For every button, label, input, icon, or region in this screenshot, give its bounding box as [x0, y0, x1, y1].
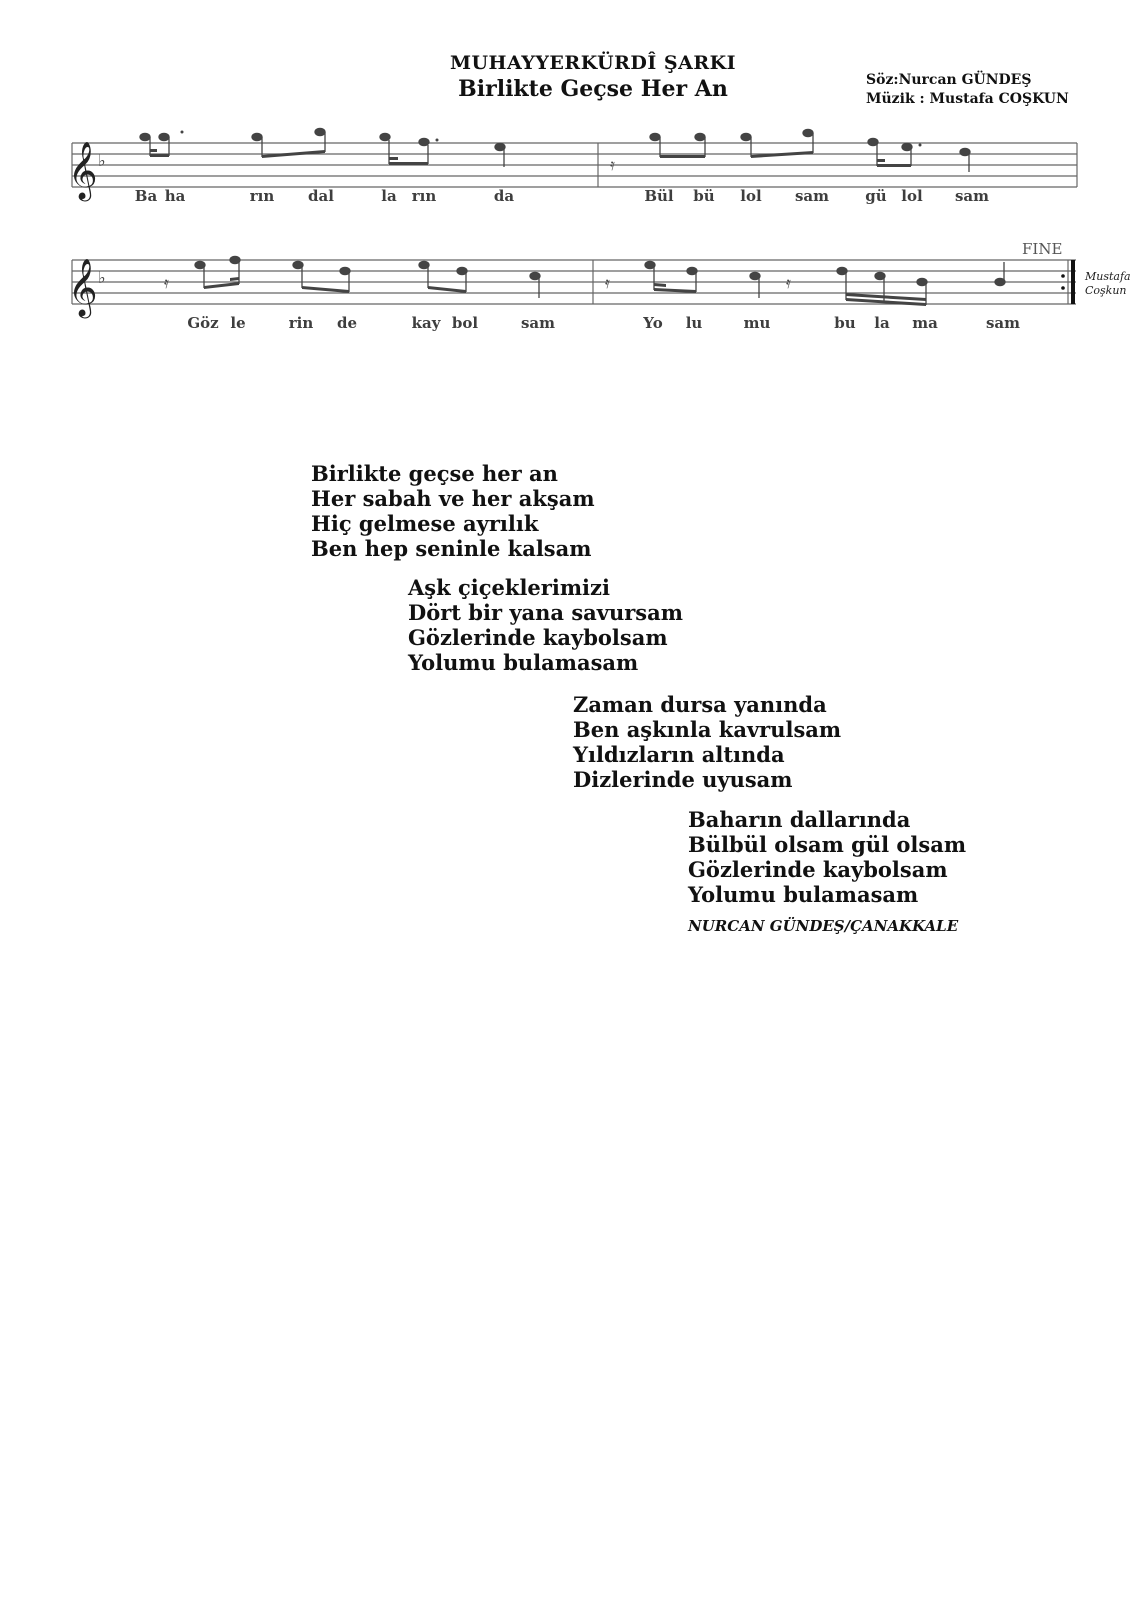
- treble-clef-icon: 𝄞: [68, 258, 98, 316]
- composer-credit: Müzik : Mustafa COŞKUN: [866, 91, 1069, 107]
- composer-tag: Mustafa: [1085, 270, 1131, 283]
- lyric-syllable: ma: [912, 314, 938, 332]
- lyric-syllable: ha: [164, 187, 186, 205]
- song-title: Birlikte Geçse Her An: [458, 76, 728, 102]
- lyric-line: Baharın dallarında: [688, 807, 911, 832]
- music-staff: [0, 0, 1141, 340]
- composer-tag: Coşkun: [1085, 284, 1127, 297]
- svg-text:𝄿: 𝄿: [786, 273, 791, 292]
- lyric-syllable: rin: [288, 314, 314, 332]
- lyricist-credit: Söz:Nurcan GÜNDEŞ: [866, 72, 1032, 88]
- lyric-syllable: da: [493, 187, 515, 205]
- lyrics-stanza-4: [688, 807, 966, 907]
- lyric-syllable: Bül: [644, 187, 674, 205]
- lyric-syllable: sam: [985, 314, 1021, 332]
- flat-icon: ♭: [98, 268, 106, 287]
- lyric-line: Zaman dursa yanında: [573, 692, 827, 717]
- song-genre: MUHAYYERKÜRDÎ ŞARKI: [449, 52, 737, 74]
- lyric-syllable: mu: [743, 314, 771, 332]
- lyric-line: Dört bir yana savursam: [408, 600, 683, 625]
- lyric-line: Aşk çiçeklerimizi: [408, 575, 610, 600]
- lyric-syllable: sam: [794, 187, 830, 205]
- lyric-syllable: le: [230, 314, 246, 332]
- svg-text:𝄿: 𝄿: [164, 273, 169, 292]
- lyric-syllable: Yo: [643, 314, 663, 332]
- notes-line-2: [164, 256, 1005, 306]
- lyric-syllable: Göz: [187, 314, 219, 332]
- lyric-syllable: la: [874, 314, 890, 332]
- lyric-line: Dizlerinde uyusam: [573, 767, 793, 792]
- lyric-syllable: de: [336, 314, 358, 332]
- lyric-syllable: Ba: [134, 187, 158, 205]
- lyric-syllable: sam: [520, 314, 556, 332]
- lyric-syllable: lu: [685, 314, 703, 332]
- lyric-line: Yolumu bulamasam: [688, 882, 919, 907]
- lyric-syllable: lol: [740, 187, 762, 205]
- author-signature: NURCAN GÜNDEŞ/ÇANAKKALE: [688, 917, 959, 935]
- flat-icon: ♭: [98, 151, 106, 170]
- lyric-syllable: sam: [954, 187, 990, 205]
- lyric-line: Bülbül olsam gül olsam: [688, 832, 967, 857]
- lyrics-stanza-2: [408, 575, 683, 675]
- lyrics-stanza-1: [311, 461, 595, 561]
- lyrics-stanza-3: [573, 692, 841, 792]
- lyric-syllable: la: [381, 187, 397, 205]
- lyric-syllable: kay: [411, 314, 441, 332]
- notes-line-1: [140, 128, 970, 174]
- lyric-line: Gözlerinde kaybolsam: [408, 625, 668, 650]
- treble-clef-icon: 𝄞: [68, 141, 98, 199]
- lyric-line: Her sabah ve her akşam: [311, 486, 595, 511]
- lyric-line: Hiç gelmese ayrılık: [311, 511, 539, 536]
- lyric-syllable: bu: [834, 314, 856, 332]
- lyric-syllable: dal: [308, 187, 334, 205]
- lyric-line: Yıldızların altında: [573, 742, 785, 767]
- lyric-line: Gözlerinde kaybolsam: [688, 857, 948, 882]
- lyric-syllable: bü: [693, 187, 715, 205]
- svg-text:𝄿: 𝄿: [605, 273, 610, 292]
- fine-marker: FINE: [1022, 240, 1063, 258]
- lyric-line: Ben aşkınla kavrulsam: [573, 717, 842, 742]
- lyric-syllable: bol: [451, 314, 479, 332]
- lyric-syllable: rın: [411, 187, 437, 205]
- lyric-syllable: lol: [901, 187, 923, 205]
- lyric-line: Birlikte geçse her an: [311, 461, 558, 486]
- svg-text:𝄿: 𝄿: [610, 155, 615, 174]
- lyric-syllable: gü: [865, 187, 887, 205]
- lyric-line: Yolumu bulamasam: [408, 650, 639, 675]
- lyric-syllable: rın: [249, 187, 275, 205]
- lyric-line: Ben hep seninle kalsam: [311, 536, 592, 561]
